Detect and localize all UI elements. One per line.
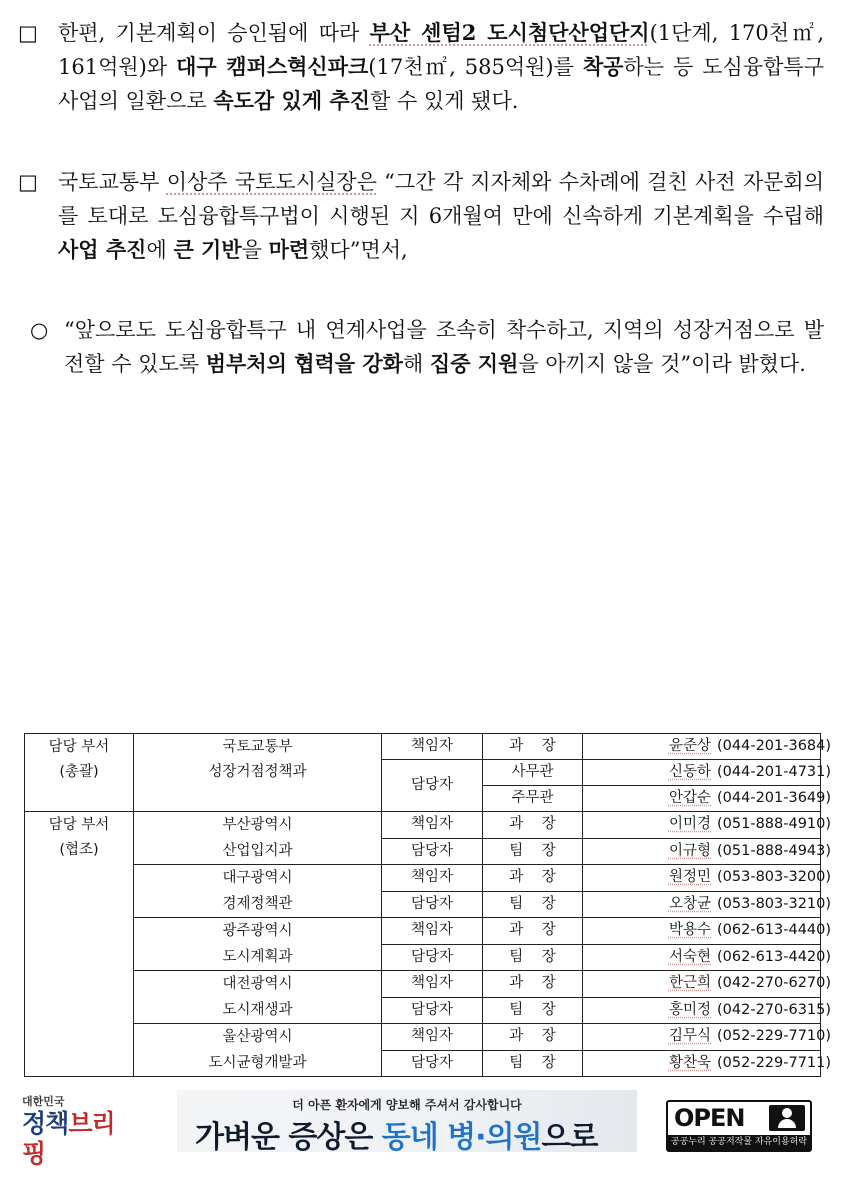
role-cell: 담당자 (382, 838, 483, 865)
role-cell: 담당자 (382, 997, 483, 1024)
square-bullet: □ (18, 170, 38, 194)
table-row (25, 1024, 821, 1051)
paragraph-director-quote (18, 165, 824, 267)
dept-cell: 대구광역시 경제정책관 (134, 865, 382, 918)
paragraph-basic-plan-approval (18, 16, 824, 118)
person-cell: 윤준상 (044-201-3684) (583, 734, 821, 760)
circle-bullet: ○ (30, 318, 49, 342)
table-row (25, 971, 821, 998)
person-cell: 원정민 (053-803-3200) (583, 865, 821, 892)
table-row (25, 812, 821, 839)
person-cell: 김무식 (052-229-7710) (583, 1024, 821, 1051)
table-row (25, 734, 821, 760)
role-cell: 담당자 (382, 944, 483, 971)
open-license-badge[interactable] (666, 1100, 812, 1152)
banner-headline: 가벼운 증상은 동네 병·의원으로 (195, 1120, 598, 1152)
role-cell: 책임자 (382, 971, 483, 998)
position-cell: 과 장 (483, 734, 583, 760)
role-cell: 책임자 (382, 918, 483, 945)
person-cell: 박용수 (062-613-4440) (583, 918, 821, 945)
role-cell: 담당자 (382, 1050, 483, 1077)
main-group-cell: 담당 부서 (총괄) (25, 734, 134, 812)
person-cell: 황찬욱 (052-229-7711) (583, 1050, 821, 1077)
person-cell: 안갑순 (044-201-3649) (583, 786, 821, 812)
person-cell: 이미경 (051-888-4910) (583, 812, 821, 839)
position-cell: 사무관 (483, 760, 583, 786)
person-cell: 서숙현 (062-613-4420) (583, 944, 821, 971)
banner-subtitle: 더 아픈 환자에게 양보해 주셔서 감사합니다 (292, 1098, 522, 1112)
open-wordmark: OPEN (674, 1104, 745, 1132)
dept-cell: 부산광역시 산업입지과 (134, 812, 382, 865)
role-cell: 책임자 (382, 812, 483, 839)
paragraph-body: 한편, 기본계획이 승인됨에 따라 부산 센텀2 도시첨단산업단지(1단계, 170천㎡, 161억원)와 대구 캠퍼스혁신파크(17천㎡, 585억원)를 착공하는 등 도심융합특구 사업의 일환으로 속도감 있게 추진할 수 있게 됐다. (58, 20, 824, 113)
campaign-banner[interactable] (177, 1090, 637, 1152)
role-cell: 책임자 (382, 865, 483, 892)
person-cell: 홍미정 (042-270-6315) (583, 997, 821, 1024)
table-row (25, 918, 821, 945)
role-cell: 책임자 (382, 1024, 483, 1051)
role-cell: 담당자 (382, 760, 483, 812)
position-cell: 과 장 (483, 812, 583, 839)
person-icon (769, 1105, 805, 1131)
person-cell: 한근희 (042-270-6270) (583, 971, 821, 998)
person-cell: 오창균 (053-803-3210) (583, 891, 821, 918)
license-caption: 공공누리 공공저작물 자유이용허락 (668, 1135, 810, 1150)
dept-cell: 울산광역시 도시균형개발과 (134, 1024, 382, 1077)
position-cell: 팀 장 (483, 1050, 583, 1077)
contact-table (24, 733, 832, 1077)
position-cell: 과 장 (483, 918, 583, 945)
role-cell: 책임자 (382, 734, 483, 760)
position-cell: 팀 장 (483, 944, 583, 971)
policy-briefing-logo[interactable]: 대한민국 정책브리핑 (22, 1095, 115, 1168)
paragraph-body: 국토교통부 이상주 국토도시실장은 “그간 각 지자체와 수차례에 걸친 사전 자문회의를 토대로 도심융합특구법이 시행된 지 6개월여 만에 신속하게 기본계획을 수립해 사업 추진에 큰 기반을 마련했다”면서, (58, 170, 824, 262)
dept-cell: 국토교통부 성장거점정책과 (134, 734, 382, 812)
person-cell: 이규형 (051-888-4943) (583, 838, 821, 865)
position-cell: 팀 장 (483, 891, 583, 918)
position-cell: 팀 장 (483, 838, 583, 865)
person-cell: 신동하 (044-201-4731) (583, 760, 821, 786)
square-bullet: □ (18, 21, 38, 45)
position-cell: 과 장 (483, 1024, 583, 1051)
position-cell: 팀 장 (483, 997, 583, 1024)
position-cell: 과 장 (483, 865, 583, 892)
position-cell: 주무관 (483, 786, 583, 812)
paragraph-body: “앞으로도 도심융합특구 내 연계사업을 조속히 착수하고, 지역의 성장거점으로 발전할 수 있도록 범부처의 협력을 강화해 집중 지원을 아끼지 않을 것”이라 밝혔다. (64, 318, 824, 376)
dept-cell: 대전광역시 도시재생과 (134, 971, 382, 1024)
table-row (25, 865, 821, 892)
coop-group-cell: 담당 부서 (협조) (25, 812, 134, 1077)
position-cell: 과 장 (483, 971, 583, 998)
dept-cell: 광주광역시 도시계획과 (134, 918, 382, 971)
role-cell: 담당자 (382, 891, 483, 918)
paragraph-future-support (18, 313, 824, 381)
